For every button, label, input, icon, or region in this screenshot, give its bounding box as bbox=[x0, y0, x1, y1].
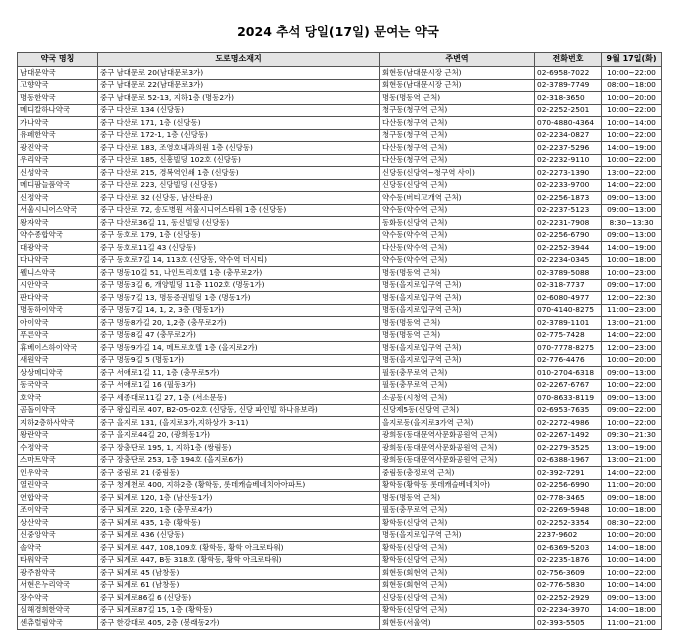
opening-hours: 10:00~18:00 bbox=[602, 504, 662, 517]
table-row bbox=[18, 317, 662, 330]
pharmacy-name: 명동하이약국 bbox=[18, 304, 98, 317]
phone-number: 02-2279-3525 bbox=[535, 442, 602, 455]
pharmacy-name: 신정약국 bbox=[18, 192, 98, 205]
pharmacy-name: 솔약국 bbox=[18, 542, 98, 555]
pharmacy-name: 유페한약국 bbox=[18, 129, 98, 142]
nearby-station: 명동(명동역 근처) bbox=[380, 267, 535, 280]
table-row bbox=[18, 504, 662, 517]
table-row bbox=[18, 542, 662, 555]
opening-hours: 09:00~13:00 bbox=[602, 229, 662, 242]
pharmacy-name: 조이약국 bbox=[18, 504, 98, 517]
opening-hours: 13:00~21:00 bbox=[602, 317, 662, 330]
pharmacy-name: 신성약국 bbox=[18, 167, 98, 180]
nearby-station: 을지로동(을지로3가역 근처) bbox=[380, 417, 535, 430]
phone-number: 02-2252-3944 bbox=[535, 242, 602, 255]
pharmacy-name: 가나약국 bbox=[18, 117, 98, 130]
opening-hours: 10:00~20:00 bbox=[602, 354, 662, 367]
address: 중구 퇴계로 45 (남창동) bbox=[98, 567, 380, 580]
opening-hours: 14:00~22:00 bbox=[602, 329, 662, 342]
nearby-station: 다산동(청구역 근처) bbox=[380, 154, 535, 167]
address: 중구 왕십리로 407, B2-05-02호 (신당동, 신당 파인빌 하나유보라) bbox=[98, 404, 380, 417]
pharmacy-name: 광진약국 bbox=[18, 142, 98, 155]
table-row bbox=[18, 79, 662, 92]
pharmacy-name: 명동한약국 bbox=[18, 92, 98, 105]
address: 중구 청계천로 400, 지하2층 (황학동, 롯데캐슬베네치아아파트) bbox=[98, 479, 380, 492]
opening-hours: 13:00~19:00 bbox=[602, 442, 662, 455]
phone-number: 02-776-5830 bbox=[535, 579, 602, 592]
pharmacy-name: 장수약국 bbox=[18, 592, 98, 605]
header-pharmacy-name: 약국 명칭 bbox=[18, 53, 98, 67]
phone-number: 02-2235-1876 bbox=[535, 554, 602, 567]
table-row bbox=[18, 579, 662, 592]
pharmacy-name: 푸른약국 bbox=[18, 329, 98, 342]
opening-hours: 10:00~22:00 bbox=[602, 129, 662, 142]
table-row bbox=[18, 267, 662, 280]
pharmacy-name: 상상메디약국 bbox=[18, 367, 98, 380]
pharmacy-name: 우리약국 bbox=[18, 154, 98, 167]
table-row bbox=[18, 567, 662, 580]
table-row bbox=[18, 529, 662, 542]
address: 중구 명동7길 14, 1, 2, 3층 (명동1가) bbox=[98, 304, 380, 317]
phone-number: 02-2267-1492 bbox=[535, 429, 602, 442]
opening-hours: 10:00~22:00 bbox=[602, 567, 662, 580]
nearby-station: 황학동(신당역 근처) bbox=[380, 554, 535, 567]
nearby-station: 중림동(충정로역 근처) bbox=[380, 467, 535, 480]
opening-hours: 10:00~22:00 bbox=[602, 154, 662, 167]
address: 중구 다산로 171, 1층 (신당동) bbox=[98, 117, 380, 130]
opening-hours: 10:00~20:00 bbox=[602, 92, 662, 105]
phone-number: 02-3789-5088 bbox=[535, 267, 602, 280]
address: 중구 다산로 183, 조영호내과의원 1층 (신당동) bbox=[98, 142, 380, 155]
address: 중구 명동9가길 14, 메트로호텔 1층 (을지로2가) bbox=[98, 342, 380, 355]
address: 중구 퇴계로 120, 1층 (남산동1가) bbox=[98, 492, 380, 505]
table-row bbox=[18, 367, 662, 380]
table-row bbox=[18, 67, 662, 80]
opening-hours: 10:00~14:00 bbox=[602, 579, 662, 592]
nearby-station: 소공동(시청역 근처) bbox=[380, 392, 535, 405]
address: 중구 퇴계로 436 (신당동) bbox=[98, 529, 380, 542]
phone-number: 02-2269-5948 bbox=[535, 504, 602, 517]
nearby-station: 약수동(버티고개역 근처) bbox=[380, 192, 535, 205]
address: 중구 다산로 172-1, 1층 (신당동) bbox=[98, 129, 380, 142]
address: 중구 세종대로11길 27, 1층 (서소문동) bbox=[98, 392, 380, 405]
nearby-station: 명동(을지로입구역 근처) bbox=[380, 279, 535, 292]
address: 중구 한강대로 405, 2층 (봉래동2가) bbox=[98, 617, 380, 630]
table-row bbox=[18, 379, 662, 392]
table-row bbox=[18, 617, 662, 630]
pharmacy-name: 웰니스약국 bbox=[18, 267, 98, 280]
nearby-station: 회현동(남대문시장 근처) bbox=[380, 67, 535, 80]
table-row bbox=[18, 117, 662, 130]
pharmacy-name: 곰돌이약국 bbox=[18, 404, 98, 417]
opening-hours: 10:00~20:00 bbox=[602, 529, 662, 542]
opening-hours: 10:00~14:00 bbox=[602, 117, 662, 130]
address: 중구 다산로 134 (신당동) bbox=[98, 104, 380, 117]
table-row bbox=[18, 342, 662, 355]
nearby-station: 명동(명동역 근처) bbox=[380, 329, 535, 342]
phone-number: 02-778-3465 bbox=[535, 492, 602, 505]
pharmacy-name: 메디팜늘품약국 bbox=[18, 179, 98, 192]
nearby-station: 신당동(신당역 근처) bbox=[380, 179, 535, 192]
phone-number: 070-4140-8275 bbox=[535, 304, 602, 317]
opening-hours: 14:00~19:00 bbox=[602, 242, 662, 255]
nearby-station: 약수동(약수역 근처) bbox=[380, 254, 535, 267]
opening-hours: 11:00~23:00 bbox=[602, 304, 662, 317]
opening-hours: 09:00~18:00 bbox=[602, 492, 662, 505]
nearby-station: 신당동(신당역~청구역 사이) bbox=[380, 167, 535, 180]
nearby-station: 황학동(신당역 근처) bbox=[380, 604, 535, 617]
table-row bbox=[18, 242, 662, 255]
opening-hours: 10:00~22:00 bbox=[602, 67, 662, 80]
table-row bbox=[18, 279, 662, 292]
pharmacy-name: 스마트약국 bbox=[18, 454, 98, 467]
nearby-station: 청구동(청구역 근처) bbox=[380, 129, 535, 142]
opening-hours: 08:00~18:00 bbox=[602, 79, 662, 92]
table-row bbox=[18, 129, 662, 142]
nearby-station: 명동(을지로입구역 근처) bbox=[380, 354, 535, 367]
opening-hours: 14:00~22:00 bbox=[602, 467, 662, 480]
nearby-station: 황학동(황학동 롯데캐슬베네치아) bbox=[380, 479, 535, 492]
address: 중구 명동7길 13, 명동증권빌딩 1층 (명동1가) bbox=[98, 292, 380, 305]
phone-number: 02-6388-1967 bbox=[535, 454, 602, 467]
address: 중구 장충단로 195, 1, 지하1층 (쌍림동) bbox=[98, 442, 380, 455]
phone-number: 02-6958-7022 bbox=[535, 67, 602, 80]
address: 중구 명동8가길 20, 1,2층 (충무로2가) bbox=[98, 317, 380, 330]
phone-number: 02-2234-0345 bbox=[535, 254, 602, 267]
phone-number: 2237-9602 bbox=[535, 529, 602, 542]
opening-hours: 11:00~20:00 bbox=[602, 479, 662, 492]
table-row bbox=[18, 429, 662, 442]
opening-hours: 09:00~13:00 bbox=[602, 192, 662, 205]
nearby-station: 명동(명동역 근처) bbox=[380, 492, 535, 505]
table-row bbox=[18, 517, 662, 530]
address: 중구 남대문로 52-13, 지하1층 (명동2가) bbox=[98, 92, 380, 105]
table-row bbox=[18, 354, 662, 367]
header-nearby-station: 주변역 bbox=[380, 53, 535, 67]
header-phone: 전화번호 bbox=[535, 53, 602, 67]
pharmacy-name: 새원약국 bbox=[18, 354, 98, 367]
opening-hours: 09:00~13:00 bbox=[602, 367, 662, 380]
address: 중구 중림로 21 (중림동) bbox=[98, 467, 380, 480]
phone-number: 02-3789-7749 bbox=[535, 79, 602, 92]
phone-number: 02-318-3650 bbox=[535, 92, 602, 105]
pharmacy-table bbox=[17, 52, 662, 630]
address: 중구 퇴계로 435, 1층 (황학동) bbox=[98, 517, 380, 530]
table-row bbox=[18, 304, 662, 317]
nearby-station: 신당동(신당역 근처) bbox=[380, 592, 535, 605]
phone-number: 02-756-3609 bbox=[535, 567, 602, 580]
table-row bbox=[18, 142, 662, 155]
opening-hours: 09:00~22:00 bbox=[602, 404, 662, 417]
opening-hours: 10:00~22:00 bbox=[602, 417, 662, 430]
nearby-station: 회현동(회현역 근처) bbox=[380, 579, 535, 592]
nearby-station: 신당제5동(신당역 근처) bbox=[380, 404, 535, 417]
table-row bbox=[18, 154, 662, 167]
phone-number: 02-2272-4986 bbox=[535, 417, 602, 430]
address: 중구 퇴계로 220, 1층 (충무로4가) bbox=[98, 504, 380, 517]
address: 중구 을지로 131, (을지로3가,지하상가 3-11) bbox=[98, 417, 380, 430]
phone-number: 02-776-4476 bbox=[535, 354, 602, 367]
opening-hours: 09:00~13:00 bbox=[602, 392, 662, 405]
nearby-station: 명동(명동역 근처) bbox=[380, 317, 535, 330]
pharmacy-name: 지하2층하사약국 bbox=[18, 417, 98, 430]
phone-number: 02-6080-4977 bbox=[535, 292, 602, 305]
table-row bbox=[18, 92, 662, 105]
pharmacy-name: 왕란약국 bbox=[18, 429, 98, 442]
opening-hours: 08:30~22:00 bbox=[602, 517, 662, 530]
address: 중구 명동3길 6, 개양빌딩 11층 1102호 (명동1가) bbox=[98, 279, 380, 292]
address: 중구 퇴계로 447, 108,109호 (황학동, 황학 아크로타워) bbox=[98, 542, 380, 555]
phone-number: 02-775-7428 bbox=[535, 329, 602, 342]
pharmacy-name: 심해경희한약국 bbox=[18, 604, 98, 617]
address: 중구 장충단로 253, 1층 194호 (을지로6가) bbox=[98, 454, 380, 467]
nearby-station: 광희동(동대문역사문화공원역 근처) bbox=[380, 442, 535, 455]
phone-number: 02-2273-1390 bbox=[535, 167, 602, 180]
phone-number: 070-7778-8275 bbox=[535, 342, 602, 355]
opening-hours: 09:30~21:30 bbox=[602, 429, 662, 442]
table-header-row bbox=[18, 53, 662, 67]
address: 중구 퇴계로 447, B동 318호 (황학동, 황학 아크로타워) bbox=[98, 554, 380, 567]
address: 중구 퇴계로87길 15, 1층 (황학동) bbox=[98, 604, 380, 617]
phone-number: 02-318-7737 bbox=[535, 279, 602, 292]
pharmacy-name: 아이약국 bbox=[18, 317, 98, 330]
table-row bbox=[18, 292, 662, 305]
table-row bbox=[18, 554, 662, 567]
pharmacy-name: 서울시니어스약국 bbox=[18, 204, 98, 217]
phone-number: 02-2252-2501 bbox=[535, 104, 602, 117]
opening-hours: 09:00~13:00 bbox=[602, 204, 662, 217]
pharmacy-name: 대광약국 bbox=[18, 242, 98, 255]
pharmacy-name: 남대문약국 bbox=[18, 67, 98, 80]
nearby-station: 명동(명동역 근처) bbox=[380, 92, 535, 105]
nearby-station: 약수동(약수역 근처) bbox=[380, 229, 535, 242]
address: 중구 다산로 72, 송도병원 서울시니어스타워 1층 (신당동) bbox=[98, 204, 380, 217]
phone-number: 02-2237-5123 bbox=[535, 204, 602, 217]
opening-hours: 12:00~22:30 bbox=[602, 292, 662, 305]
address: 중구 다산로 185, 신흥빌딩 102호 (신당동) bbox=[98, 154, 380, 167]
nearby-station: 황학동(신당역 근처) bbox=[380, 542, 535, 555]
nearby-station: 명동(을지로입구역 근처) bbox=[380, 304, 535, 317]
phone-number: 02-2237-5296 bbox=[535, 142, 602, 155]
phone-number: 02-2234-0827 bbox=[535, 129, 602, 142]
address: 중구 다산로 223, 신당빌딩 (신당동) bbox=[98, 179, 380, 192]
phone-number: 02-393-5505 bbox=[535, 617, 602, 630]
phone-number: 02-2233-9700 bbox=[535, 179, 602, 192]
table-row bbox=[18, 254, 662, 267]
pharmacy-name: 메디칼하나약국 bbox=[18, 104, 98, 117]
table-row bbox=[18, 479, 662, 492]
header-address: 도로명소재지 bbox=[98, 53, 380, 67]
pharmacy-name: 인우약국 bbox=[18, 467, 98, 480]
address: 중구 서애로1길 16 (필동3가) bbox=[98, 379, 380, 392]
pharmacy-name: 신중앙약국 bbox=[18, 529, 98, 542]
pharmacy-name: 센츄럴림약국 bbox=[18, 617, 98, 630]
table-row bbox=[18, 229, 662, 242]
nearby-station: 다산동(청구역 근처) bbox=[380, 142, 535, 155]
address: 중구 다산로36길 11, 동신빌딩 (신당동) bbox=[98, 217, 380, 230]
table-row bbox=[18, 329, 662, 342]
opening-hours: 14:00~19:00 bbox=[602, 142, 662, 155]
phone-number: 02-392-7291 bbox=[535, 467, 602, 480]
phone-number: 02-2256-1873 bbox=[535, 192, 602, 205]
address: 중구 동호로 179, 1층 (신당동) bbox=[98, 229, 380, 242]
address: 중구 서애로1길 11, 1층 (충무로5가) bbox=[98, 367, 380, 380]
address: 중구 퇴계로86길 6 (신당동) bbox=[98, 592, 380, 605]
opening-hours: 11:00~21:00 bbox=[602, 617, 662, 630]
table-row bbox=[18, 392, 662, 405]
address: 중구 을지로44길 20, (광희동1가) bbox=[98, 429, 380, 442]
nearby-station: 명동(을지로입구역 근처) bbox=[380, 529, 535, 542]
opening-hours: 10:00~14:00 bbox=[602, 554, 662, 567]
table-row bbox=[18, 192, 662, 205]
pharmacy-name: 다나약국 bbox=[18, 254, 98, 267]
pharmacy-name: 연합약국 bbox=[18, 492, 98, 505]
pharmacy-name: 열린약국 bbox=[18, 479, 98, 492]
table-row bbox=[18, 604, 662, 617]
pharmacy-name: 호약국 bbox=[18, 392, 98, 405]
table-row bbox=[18, 492, 662, 505]
table-body bbox=[18, 67, 662, 630]
nearby-station: 광희동(동대문역사문화공원역 근처) bbox=[380, 454, 535, 467]
opening-hours: 10:00~18:00 bbox=[602, 254, 662, 267]
nearby-station: 명동(을지로입구역 근처) bbox=[380, 342, 535, 355]
nearby-station: 회현동(서울역) bbox=[380, 617, 535, 630]
nearby-station: 다산동(청구역 근처) bbox=[380, 117, 535, 130]
phone-number: 02-2232-9110 bbox=[535, 154, 602, 167]
phone-number: 02-2252-2929 bbox=[535, 592, 602, 605]
table-row bbox=[18, 217, 662, 230]
address: 중구 명동8길 47 (충무로2가) bbox=[98, 329, 380, 342]
opening-hours: 09:00~17:00 bbox=[602, 279, 662, 292]
nearby-station: 동화동(신당역 근처) bbox=[380, 217, 535, 230]
address: 중구 동호로7길 14, 113호 (신당동, 약수역 더시티) bbox=[98, 254, 380, 267]
table-row bbox=[18, 467, 662, 480]
phone-number: 02-2231-7908 bbox=[535, 217, 602, 230]
phone-number: 070-4880-4364 bbox=[535, 117, 602, 130]
nearby-station: 광희동(동대문역사문화공원역 근처) bbox=[380, 429, 535, 442]
table-row bbox=[18, 179, 662, 192]
nearby-station: 황학동(신당역 근처) bbox=[380, 517, 535, 530]
table-row bbox=[18, 404, 662, 417]
address: 중구 퇴계로 61 (남창동) bbox=[98, 579, 380, 592]
address: 중구 다산로 32 (신당동, 남산타운) bbox=[98, 192, 380, 205]
address: 중구 명동10길 51, 나인트리호텔 1층 (충무로2가) bbox=[98, 267, 380, 280]
pharmacy-name: 광주참약국 bbox=[18, 567, 98, 580]
phone-number: 02-3789-1101 bbox=[535, 317, 602, 330]
document-title: 2024 추석 당일(17일) 문여는 약국 bbox=[237, 24, 439, 39]
opening-hours: 09:00~13:00 bbox=[602, 592, 662, 605]
address: 중구 동호로11길 43 (신당동) bbox=[98, 242, 380, 255]
nearby-station: 다산동(약수역 근처) bbox=[380, 242, 535, 255]
address: 중구 명동9길 5 (명동1가) bbox=[98, 354, 380, 367]
phone-number: 02-6953-7635 bbox=[535, 404, 602, 417]
phone-number: 02-2267-6767 bbox=[535, 379, 602, 392]
table-row bbox=[18, 592, 662, 605]
table-row bbox=[18, 442, 662, 455]
opening-hours: 12:00~23:00 bbox=[602, 342, 662, 355]
nearby-station: 회현동(회현역 근처) bbox=[380, 567, 535, 580]
opening-hours: 14:00~18:00 bbox=[602, 604, 662, 617]
nearby-station: 필동(충무로역 근처) bbox=[380, 504, 535, 517]
table-row bbox=[18, 104, 662, 117]
pharmacy-name: 왕자약국 bbox=[18, 217, 98, 230]
phone-number: 02-2256-6790 bbox=[535, 229, 602, 242]
pharmacy-name: 타워약국 bbox=[18, 554, 98, 567]
pharmacy-name: 약수종합약국 bbox=[18, 229, 98, 242]
pharmacy-name: 상산약국 bbox=[18, 517, 98, 530]
phone-number: 02-2252-3354 bbox=[535, 517, 602, 530]
phone-number: 070-8633-8119 bbox=[535, 392, 602, 405]
table-row bbox=[18, 417, 662, 430]
pharmacy-name: 고향약국 bbox=[18, 79, 98, 92]
nearby-station: 청구동(청구역 근처) bbox=[380, 104, 535, 117]
opening-hours: 13:00~22:00 bbox=[602, 167, 662, 180]
opening-hours: 8:30~13:30 bbox=[602, 217, 662, 230]
pharmacy-name: 동국약국 bbox=[18, 379, 98, 392]
table-row bbox=[18, 204, 662, 217]
address: 중구 남대문로 22(남대문로3가) bbox=[98, 79, 380, 92]
address: 중구 다산로 215, 경복역인쇄 1층 (신당동) bbox=[98, 167, 380, 180]
phone-number: 02-2234-3970 bbox=[535, 604, 602, 617]
opening-hours: 14:00~22:00 bbox=[602, 179, 662, 192]
opening-hours: 10:00~23:00 bbox=[602, 267, 662, 280]
opening-hours: 14:00~18:00 bbox=[602, 542, 662, 555]
nearby-station: 회현동(남대문시장 근처) bbox=[380, 79, 535, 92]
pharmacy-name: 휴베이스하이약국 bbox=[18, 342, 98, 355]
address: 중구 남대문로 20(남대문로3가) bbox=[98, 67, 380, 80]
header-hours: 9월 17일(화) bbox=[602, 53, 662, 67]
nearby-station: 약수동(약수역 근처) bbox=[380, 204, 535, 217]
table-row bbox=[18, 454, 662, 467]
nearby-station: 명동(을지로입구역 근처) bbox=[380, 292, 535, 305]
phone-number: 010-2704-6318 bbox=[535, 367, 602, 380]
pharmacy-name: 서현은누리약국 bbox=[18, 579, 98, 592]
phone-number: 02-6369-5203 bbox=[535, 542, 602, 555]
pharmacy-name: 수정약국 bbox=[18, 442, 98, 455]
pharmacy-name: 판다약국 bbox=[18, 292, 98, 305]
opening-hours: 13:00~21:00 bbox=[602, 454, 662, 467]
opening-hours: 10:00~22:00 bbox=[602, 104, 662, 117]
table-row bbox=[18, 167, 662, 180]
opening-hours: 10:00~22:00 bbox=[602, 379, 662, 392]
pharmacy-name: 시안약국 bbox=[18, 279, 98, 292]
nearby-station: 필동(충무로역 근처) bbox=[380, 379, 535, 392]
phone-number: 02-2256-6990 bbox=[535, 479, 602, 492]
nearby-station: 필동(충무로역 근처) bbox=[380, 367, 535, 380]
